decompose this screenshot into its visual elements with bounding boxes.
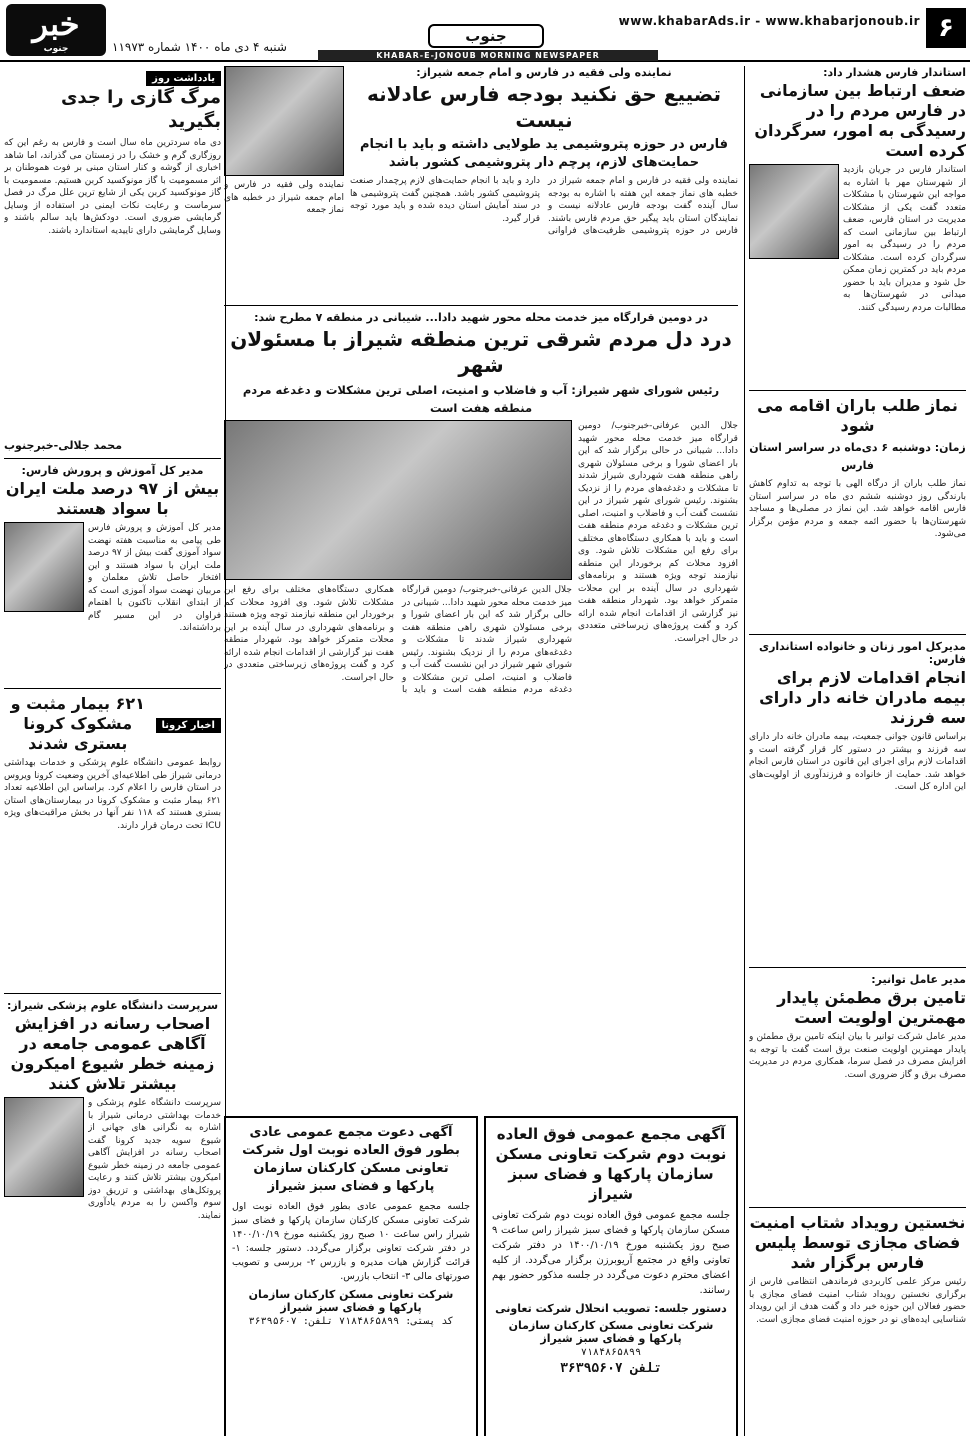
article-title: ۶۲۱ بیمار مثبت و مشکوک کرونا بستری شدند: [10, 694, 145, 753]
article-title: تامین برق مطمئن پایدار مهمترین اولویت است: [777, 988, 966, 1027]
ad-title: آگهی مجمع عمومی فوق العاده نوبت دوم شرکت تعاونی مسکن سازمان پارکها و فضای سبز شیراز: [495, 1125, 727, 1203]
article-body: مدیر عامل شرکت توانیر با بیان اینکه تامین برق مطمئن و پایدار مهمترین اولویت صنعت برق است گفت با توجه به افزایش مصرف در فصل سرما، همکاری مردم در مدیریت مصرف برق و گاز ضروری است.: [749, 1032, 966, 1080]
logo-sub: جنوب: [43, 44, 69, 54]
article-body: دی ماه سردترین ماه سال است و فارس به رغم این که روزگاری گرم و خشک را در زمستان می گذراند، اما شاهد اخباری از گوشه و کنار استان مبنی بر فوت هموطنان بر اثر مسمومیت با گاز مونوکسید کربن هستیم. مسمومیت با گاز مونوکسید کربن یکی از شایع ترین علل مرگ در فصل سرماست و رعایت نکات ایمنی در استفاده از وسایل گرمایشی ضروری است. دودکش‌ها باید سالم باشند و وسایل گرمایشی دارای تاییدیه استاندارد باشند.: [4, 138, 221, 236]
governor-photo: [749, 164, 839, 259]
article-title: مرگ گازی را جدی بگیرید: [60, 87, 221, 132]
dateline: شنبه ۴ دی ماه ۱۴۰۰ شماره ۱۱۹۷۳: [112, 40, 287, 54]
section-name: جنوب: [428, 24, 544, 48]
article-kicker: سرپرست دانشگاه علوم پزشکی شیراز:: [6, 999, 219, 1012]
article-kicker: استاندار فارس هشدار داد:: [823, 66, 966, 79]
middle-column: [224, 66, 738, 1436]
section-tag: اخبار کرونا: [156, 718, 221, 733]
article-subtitle: زمان: دوشنبه ۶ دی‌ماه در سراسر استان فارس: [749, 441, 966, 472]
article-author: محمد جلالی-خبرجنوب: [4, 439, 123, 452]
ad-ordinary-assembly: [224, 1116, 478, 1436]
article-subtitle: رئیس شورای شهر شیراز: آب و فاضلاب و امنیت، اصلی ترین مشکلات و دغدغه مردم منطقه هفت است: [242, 383, 720, 415]
article-kicker: در دومین قرارگاه میز خدمت محله محور شهید دادا... شیبانی در منطقه ۷ مطرح شد:: [254, 311, 708, 324]
official-photo: [4, 522, 84, 612]
article-subtitle: فارس در حوزه پتروشیمی ید طولایی داشته و باید با انجام حمایت‌های لازم، پرچم دار پتروشیمی کشور باشد: [360, 137, 728, 170]
photo-caption: نماینده ولی فقیه در فارس و امام جمعه شیراز در خطبه های نماز جمعه: [224, 180, 344, 215]
article-rain-prayer: [749, 396, 966, 628]
article-kicker: مدیر عامل توانیر:: [871, 973, 966, 986]
article-body: نماز طلب باران از درگاه الهی با توجه به تداوم کاهش بارندگی روز دوشنبه ششم دی ماه در سراسر استان فارس اقامه خواهد شد. این نماز در مصلی‌ها و مساجد شهرستان‌ها با حضور ائمه جمعه و مردم مؤمن برگزار می‌شود.: [749, 479, 966, 539]
article-mothers-insurance: [749, 640, 966, 961]
article-body: استاندار فارس در جریان بازدید از شهرستان مهر با اشاره به مواجه این شهرستان با مشکلات متعدد گفت یکی از مشکلات مدیریت در استان فارس، ضعف ارتباط بین سازمانی است که مردم را در رسیدگی به امور سرگردان کرده است. مشکلات مردم باید در کمترین زمان ممکن حل شود و مدیران باید با حضور میدانی در شهرستان‌ها به مطالبات مردم رسیدگی کنند.: [843, 165, 966, 313]
meeting-photo: [224, 420, 572, 580]
article-title: نماز طلب باران اقامه می شود: [757, 396, 958, 435]
article-body: رئیس مرکز علمی کاربردی فرماندهی انتظامی فارس از برگزاری نخستین رویداد شتاب امنیت فضای مجازی با حضور فعالان این حوزه خبر داد و گفت هدف از این رویداد شناسایی ایده‌های نو در حوزه امنیت فضای مجازی است.: [749, 1277, 966, 1325]
article-gas-death: [4, 66, 221, 452]
article-corona: [4, 694, 221, 987]
ad-signature: شرکت تعاونی مسکن کارکنان سازمان پارکها و فضای سبز شیراز: [508, 1319, 714, 1345]
article-friday-prayer: [224, 66, 738, 299]
ad-postal-code: ۷۱۸۴۸۶۵۸۹۹: [580, 1347, 642, 1358]
ad-extraordinary-assembly: [484, 1116, 738, 1436]
section-tag: یادداشت روز: [146, 71, 221, 86]
article-governor: [749, 66, 966, 384]
ad-agenda: دستور جلسه: تصویب انحلال شرکت تعاونی: [495, 1302, 727, 1315]
article-body-col2: جلال الدین عرفانی-خبرجنوب/ دومین قرارگاه میز خدمت محله محور شهید دادا... شیبانی در حالی برگزار شد که این بار اعضای شورا و برخی مسئولان شهری راهی منطقه هفت شهرداری شیراز شدند تا مشکلات و دغدغه‌های مردم را از نزدیک بشنوند. رئیس شورای شهر شیراز در این نشست گفت آب و فاضلاب و امنیت، اصلی ترین مشکلات و دغدغه مردم منطقه هفت است و باید با همکاری دستگاه‌های مختلف برای رفع این مشکلات تلاش شود. وی افزود محلات کم برخوردار این منطقه نیازمند توجه ویژه هستند و برنامه‌های شهرداری در سال آینده بر این محلات متمرکز خواهد بود. شهردار منطقه هفت نیز گزارشی از اقدامات انجام شده ارائه کرد و گفت پروژه‌های زیرساختی متعددی در حال اجراست.: [224, 585, 572, 695]
article-body: روابط عمومی دانشگاه علوم پزشکی و خدمات بهداشتی درمانی شیراز طی اطلاعیه‌ای آخرین وضعیت کرونا ویروس در استان فارس را اعلام کرد. براساس این اطلاعیه تعداد ۶۲۱ بیمار مثبت و مشکوک کرونا در بیمارستان‌های استان بستری هستند که ۱۱۸ نفر آنها در بخش مراقبت‌های ویژه ICU تحت درمان قرار دارند.: [4, 758, 221, 831]
article-tavanir: [749, 973, 966, 1201]
article-body-col1: جلال الدین عرفانی-خبرجنوب/ دومین قرارگاه میز خدمت محله محور شهید دادا... شیبانی در حالی برگزار شد که این بار اعضای شورا و برخی مسئولان شهری راهی منطقه هفت شهرداری شیراز شدند تا مشکلات و دغدغه‌های مردم را از نزدیک بشنوند. رئیس شورای شهر شیراز در این نشست گفت آب و فاضلاب و امنیت، اصلی ترین مشکلات و دغدغه مردم منطقه هفت است و باید با همکاری دستگاه‌های مختلف برای رفع این مشکلات تلاش شود. وی افزود محلات کم برخوردار این منطقه نیازمند توجه ویژه هستند و برنامه‌های شهرداری در سال آینده بر این محلات متمرکز خواهد بود. شهردار منطقه هفت نیز گزارشی از اقدامات انجام شده ارائه کرد و گفت پروژه‌های زیرساختی متعددی در حال اجراست.: [578, 421, 738, 644]
newspaper-logo: [6, 4, 106, 56]
paper-banner: KHABAR-E-JONOUB MORNING NEWSPAPER: [318, 50, 658, 61]
ad-signature: شرکت تعاونی مسکن کارکنان سازمان پارکها و فضای سبز شیراز: [248, 1288, 454, 1314]
article-body: براساس قانون جوانی جمعیت، بیمه مادران خانه دار دارای سه فرزند و بیشتر در دستور کار قرار گرفته است و اقدامات لازم برای اجرای این قانون در استان فارس انجام خواهد شد. حمایت از خانواده و فرزندآوری از اولویت‌های این اداره کل است.: [749, 732, 966, 792]
ad-title: آگهی دعوت مجمع عمومی عادی بطور فوق العاده نوبت اول شرکت تعاونی مسکن کارکنان سازمان پارکها و فضای سبز شیراز: [242, 1125, 460, 1194]
ad-body: جلسه مجمع عمومی عادی بطور فوق العاده نوبت اول شرکت تعاونی مسکن کارکنان سازمان پارکها و فضای سبز شیراز راس ساعت ۱۰ صبح روز یکشنبه مورخ ۱۴۰۰/۱۰/۱۹ در دفتر شرکت تعاونی برگزار می‌گردد. دستور جلسه: ۱- قرائت گزارش هیات مدیره و بازرس ۲- بررسی و تصویب صورتهای مالی ۳- انتخاب بازرس.: [232, 1201, 471, 1282]
article-body: مدیر کل آموزش و پرورش فارس طی پیامی به مناسبت هفته نهضت سواد آموزی گفت بیش از ۹۷ درصد ملت ایران با سواد هستند و این افتخار حاصل تلاش معلمان و مربیان نهضت سواد آموزی است که از ابتدای انقلاب تاکنون با اهتمام فراوان در این مسیر گام برداشته‌اند.: [88, 523, 221, 633]
article-kicker: مدیر کل آموزش و پرورش فارس:: [21, 464, 204, 477]
ad-phone: تلفن ۳۶۳۹۵۶۰۷: [560, 1361, 662, 1376]
article-omicron: [4, 999, 221, 1427]
page-header: [0, 0, 970, 62]
article-title: بیش از ۹۷ درصد ملت ایران با سواد هستند: [5, 479, 220, 518]
article-title: ضعف ارتباط بین سازمانی در فارس مردم را در رسیدگی به امور، سرگردان کرده است: [754, 81, 966, 160]
ad-contact: کد پستی: ۷۱۸۴۸۶۵۸۹۹ تلفن: ۳۶۳۹۵۶۰۷: [248, 1316, 454, 1327]
article-body: نماینده ولی فقیه در فارس و امام جمعه شیراز در خطبه های نماز جمعه این هفته با اشاره به بودجه سال آینده گفت بودجه فارس عادلانه نیست و نمایندگان استان باید پیگیر حق مردم فارس باشند. فارس در حوزه پتروشیمی ظرفیت‌های فراوانی دارد و باید با انجام حمایت‌های لازم پرچمدار صنعت پتروشیمی کشور باشد. همچنین گفت پتروشیمی ها در سند آمایش استان دیده شده و باید مورد توجه قرار گیرد.: [350, 176, 738, 236]
article-district-7: [224, 311, 738, 1110]
page-number: ۶: [926, 8, 966, 48]
article-title: اصحاب رسانه در افزایش آگاهی عمومی جامعه در زمینه خطر شیوع امیکرون بیشتر تلاش کنند: [10, 1014, 215, 1093]
left-column: [4, 66, 226, 1436]
article-title: انجام اقدامات لازم برای بیمه مادران خانه دار دارای سه فرزند: [759, 668, 966, 727]
article-body: سرپرست دانشگاه علوم پزشکی و خدمات بهداشتی درمانی شیراز با اشاره به نگرانی های جهانی از شیوع سویه جدید کرونا گفت اصحاب رسانه در افزایش آگاهی عمومی جامعه در زمینه خطر شیوع امیکرون بیشتر تلاش کنند و رعایت پروتکل‌های بهداشتی و تزریق دوز سوم واکسن را به مردم یادآوری نمایند.: [88, 1098, 221, 1221]
article-literacy: [4, 464, 221, 682]
article-cyber-event: [749, 1213, 966, 1416]
article-title: تضییع حق نکنید بودجه فارس عادلانه نیست: [366, 82, 722, 132]
right-column: [744, 66, 966, 1436]
article-kicker: نماینده ولی فقیه در فارس و امام جمعه شیراز:: [416, 66, 672, 79]
article-title: نخستین رویداد شتاب امنیت فضای مجازی توسط پلیس فارس برگزار شد: [749, 1213, 966, 1272]
imam-photo: [224, 66, 344, 176]
logo-main: خبر: [32, 5, 80, 43]
official-photo: [4, 1097, 84, 1197]
article-kicker: مدیرکل امور زنان و خانواده استانداری فارس:: [758, 640, 966, 666]
ad-body: جلسه مجمع عمومی فوق العاده نوبت دوم شرکت تعاونی مسکن سازمان پارکها و فضای سبز شیراز راس ساعت ۹ صبح روز یکشنبه مورخ ۱۴۰۰/۱۰/۱۹ در دفتر شرکت تعاونی واقع در مجتمع آریوبرزن برگزار می‌گردد. از کلیه اعضای محترم دعوت می‌گردد در جلسه مذکور حضور بهم رسانند.: [492, 1210, 730, 1296]
site-urls: www.khabarAds.ir - www.khabarjonoub.ir: [618, 14, 920, 28]
article-title: درد دل مردم شرقی ترین منطقه شیراز با مسئولان شهر: [230, 327, 732, 377]
